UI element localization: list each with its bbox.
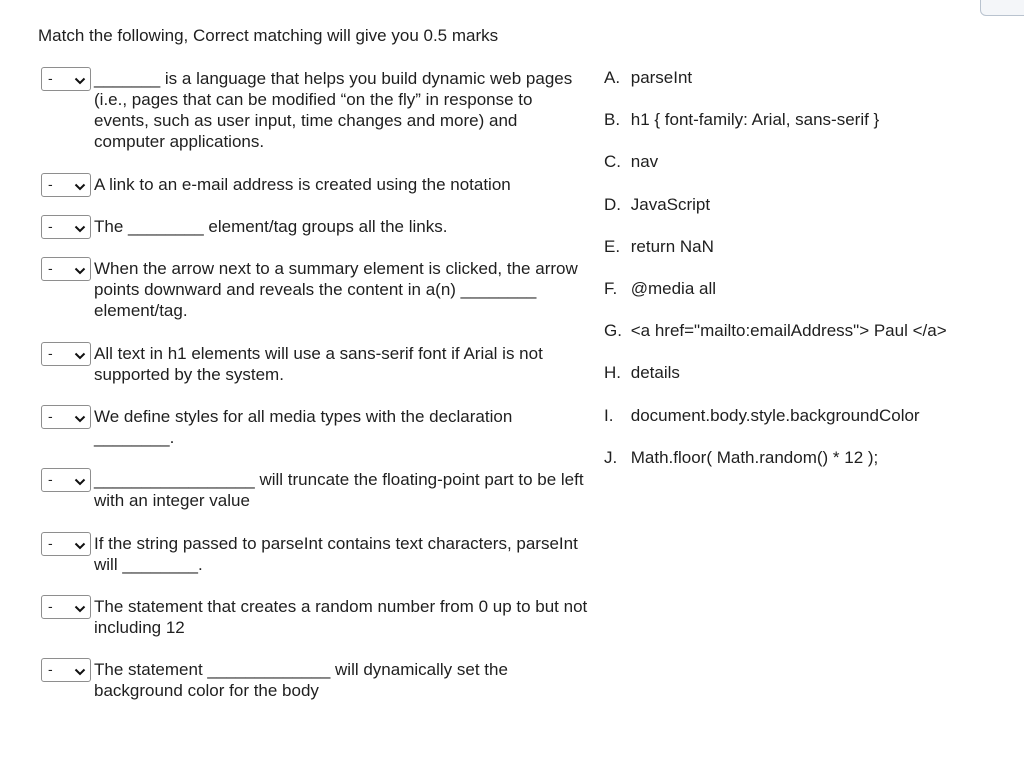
match-question (41, 342, 591, 385)
answer-select[interactable]: - (41, 468, 91, 492)
chevron-down-icon (74, 221, 86, 237)
match-question (41, 173, 591, 195)
answer-option: F. @media all (604, 278, 717, 298)
answer-select[interactable]: - (41, 532, 91, 556)
chevron-down-icon (74, 538, 86, 554)
chevron-down-icon (74, 474, 86, 490)
chevron-down-icon (74, 664, 86, 680)
answer-select[interactable]: - (41, 595, 91, 619)
answer-option: G. <a href="mailto:emailAddress"> Paul </a> (604, 321, 947, 341)
answer-select[interactable]: - (41, 405, 91, 429)
match-question (41, 532, 591, 575)
answer-select[interactable]: - (41, 173, 91, 197)
chevron-down-icon (74, 411, 86, 427)
answer-option: I. document.body.style.backgroundColor (604, 405, 920, 425)
answer-option: H. details (604, 363, 680, 383)
answer-options-list (604, 66, 947, 488)
answer-select[interactable]: - (41, 342, 91, 366)
question-text: We define styles for all media types with the declaration ________. (94, 407, 513, 447)
question-title: Match the following, Correct matching will give you 0.5 marks (38, 26, 499, 45)
match-question (41, 595, 591, 638)
answer-select[interactable]: - (41, 658, 91, 682)
match-question (41, 468, 591, 511)
answer-option: C. nav (604, 152, 659, 172)
question-text: The statement _____________ will dynamically set the background color for the body (94, 660, 508, 700)
question-text: The statement that creates a random number from 0 up to but not including 12 (94, 597, 588, 637)
question-text: All text in h1 elements will use a sans-serif font if Arial is not supported by the system. (94, 344, 543, 384)
match-question (41, 67, 591, 152)
answer-option: D. JavaScript (604, 194, 711, 214)
answer-select[interactable]: - (41, 257, 91, 281)
question-text: _______ is a language that helps you build dynamic web pages (i.e., pages that can be modified “on the fly” in response to events, such as user input, time changes and more) and computer applications. (94, 69, 573, 151)
question-text: The ________ element/tag groups all the links. (94, 217, 448, 236)
answer-select[interactable]: - (41, 67, 91, 91)
match-question (41, 215, 591, 237)
chevron-down-icon (74, 179, 86, 195)
question-text: When the arrow next to a summary element is clicked, the arrow points downward and reveals the content in a(n) ________ element/tag. (94, 259, 578, 320)
question-text: _________________ will truncate the floating-point part to be left with an integer value (94, 470, 584, 510)
chevron-down-icon (74, 73, 86, 89)
answer-option: J. Math.floor( Math.random() * 12 ); (604, 447, 879, 467)
answer-option: A. parseInt (604, 68, 693, 87)
chevron-down-icon (74, 263, 86, 279)
answer-option: E. return NaN (604, 236, 714, 256)
match-question (41, 257, 591, 321)
answer-select[interactable]: - (41, 215, 91, 239)
question-text: If the string passed to parseInt contains text characters, parseInt will ________. (94, 534, 578, 574)
chevron-down-icon (74, 348, 86, 364)
corner-button[interactable] (980, 0, 1024, 16)
chevron-down-icon (74, 601, 86, 617)
match-question (41, 658, 591, 701)
question-text: A link to an e-mail address is created using the notation (94, 175, 511, 194)
answer-option: B. h1 { font-family: Arial, sans-serif } (604, 110, 880, 130)
match-question (41, 405, 591, 448)
